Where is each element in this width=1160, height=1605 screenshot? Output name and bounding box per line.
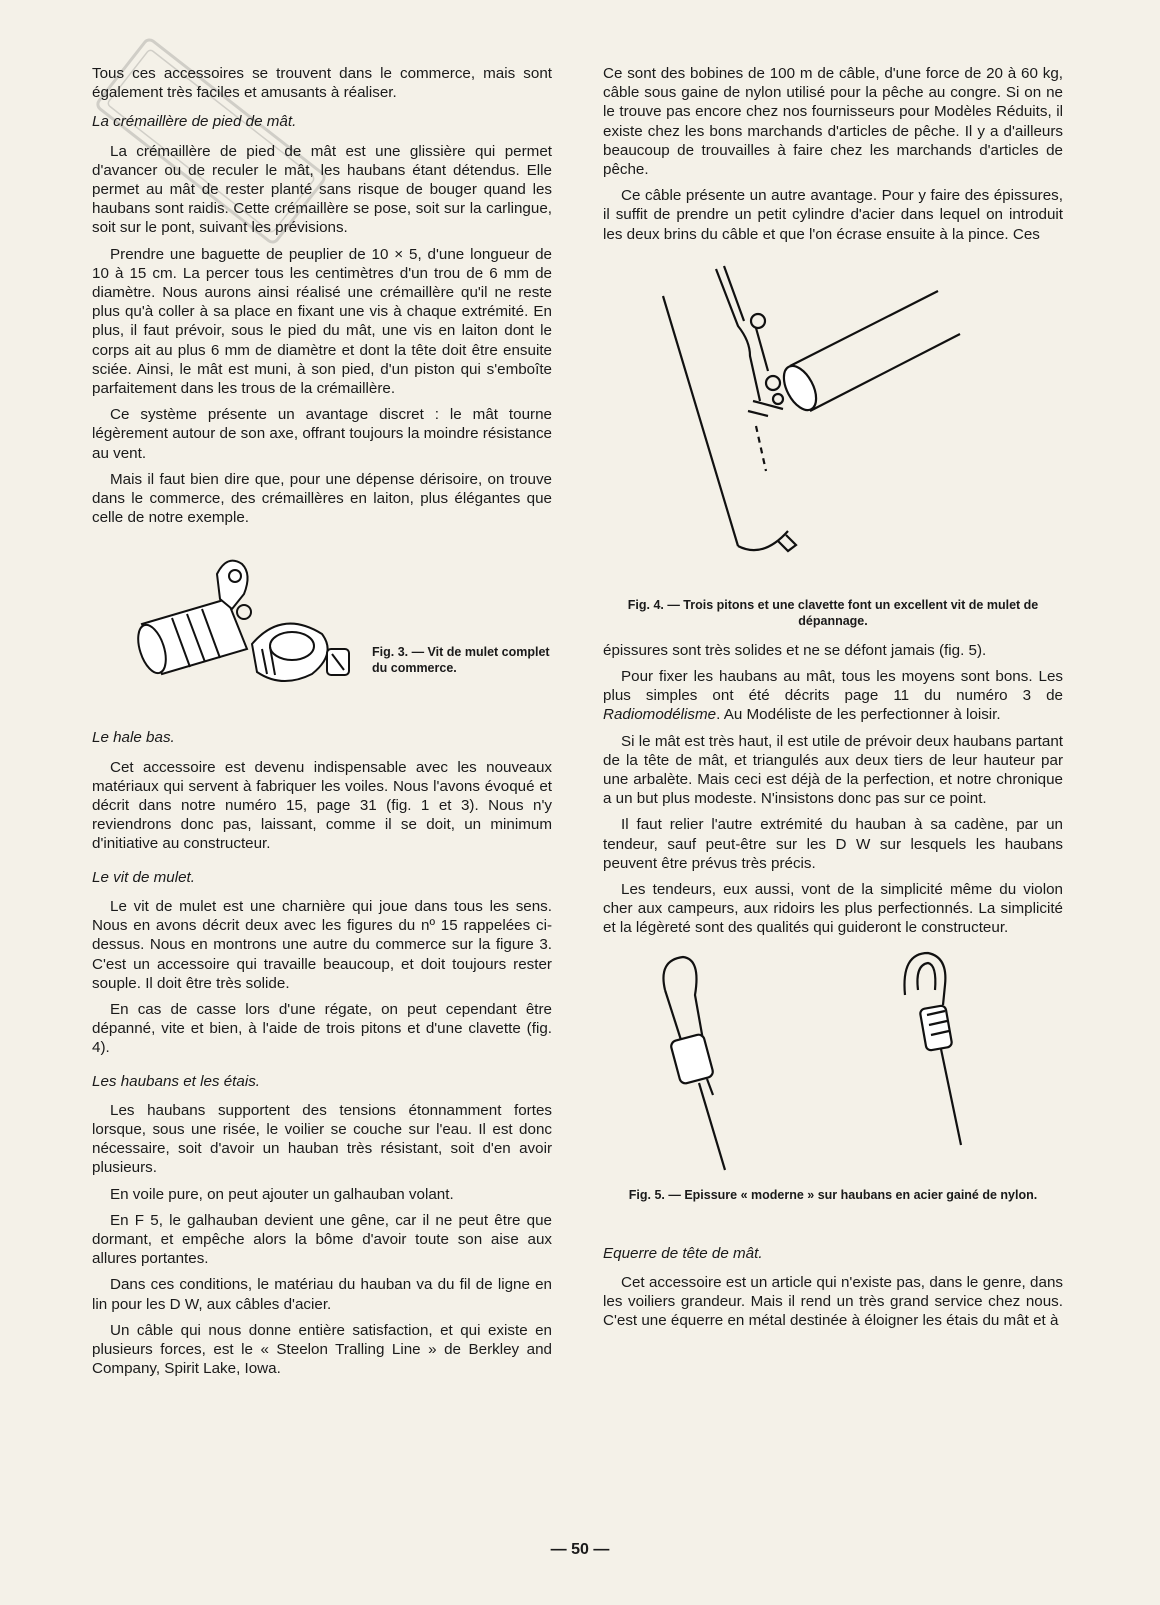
paragraph: En F 5, le galhauban devient une gêne, car il ne peut être que dormant, et empêche alors la bôme d'avoir toute son aise aux allures portantes. bbox=[92, 1211, 552, 1268]
left-column bbox=[92, 64, 552, 1385]
figure-3 bbox=[92, 534, 552, 714]
figure-4 bbox=[603, 251, 1063, 641]
paragraph: La crémaillère de pied de mât est une glissière qui permet d'avancer ou de reculer le mât, les haubans étant détendus. Elle permet au mât de rester planté sans risque de bouger quand les haubans sont raidis. Cette crémaillère se pose, soit sur la carlingue, soit sur le pont, suivant les prévisions. bbox=[92, 142, 552, 237]
figure-4-caption: Fig. 4. — Trois pitons et une clavette font un excellent vit de mulet de dépannage. bbox=[627, 597, 1039, 628]
paragraph: Les haubans supportent des tensions étonnamment fortes lorsque, sous une risée, le voilier se couche sur l'eau. Il est donc nécessaire, soit d'avoir un hauban très résistant, soit d'en avoir plusieurs. bbox=[92, 1101, 552, 1177]
paragraph: Les tendeurs, eux aussi, vont de la simplicité même du violon cher aux campeurs, aux ridoirs les plus perfectionnés. La simplicité et la légèreté sont des qualités qui guideront le constructeur. bbox=[603, 881, 1063, 937]
figure-5-illustration bbox=[643, 945, 1023, 1180]
paragraph: Un câble qui nous donne entière satisfaction, et qui existe en plusieurs forces, est le « Steelon Tralling Line » de Berkley and Company, Spirit Lake, Iowa. bbox=[92, 1321, 552, 1378]
text-run: . Au Modéliste de les perfectionner à loisir. bbox=[716, 706, 1001, 724]
section-heading: Equerre de tête de mât. bbox=[603, 1244, 763, 1262]
figure-3-illustration bbox=[132, 554, 372, 694]
paragraph: Ce câble présente un autre avantage. Pour y faire des épissures, il suffit de prendre un petit cylindre d'acier dans lequel on introduit les deux brins du câble et que l'on écrase ensuite à la pince. Ces bbox=[603, 187, 1063, 243]
paragraph: épissures sont très solides et ne se défont jamais (fig. 5). bbox=[603, 641, 987, 659]
paragraph: Si le mât est très haut, il est utile de prévoir deux haubans partant de la tête de mât, et triangulés aux deux tiers de leur hauteur par une arbalète. Mais ceci est déjà de la perfection, et notre chronique a un but plus modeste. N'insistons donc pas sur ce point. bbox=[603, 732, 1063, 808]
paragraph: Il faut relier l'autre extrémité du hauban à sa cadène, par un tendeur, sauf peut-être sur les D W sur lesquels les haubans peuvent être prévus très précis. bbox=[603, 816, 1063, 872]
paragraph: Prendre une baguette de peuplier de 10 × 5, d'une longueur de 10 à 15 cm. La percer tous les centimètres d'un trou de 6 mm de diamètre. Nous aurons ainsi réalisé une crémaillère qu'il ne reste plus qu'à coller à sa place en fixant une vis à chaque extrémité. En plus, il faut prévoir, sous le pied du mât, une vis en laiton dont le corps ait au plus 6 mm de diamètre et dont la tête doit être ensuite sciée. Ainsi, le mât est muni, à son pied, d'un piston qui s'emboîte parfaitement dans les trous de la crémaillère. bbox=[92, 245, 552, 398]
paragraph: Mais il faut bien dire que, pour une dépense dérisoire, on trouve dans le commerce, des crémaillères en laiton, plus élégantes que celle de notre exemple. bbox=[92, 470, 552, 527]
paragraph: Cet accessoire est devenu indispensable avec les nouveaux matériaux qui servent à fabriquer les voiles. Nous l'avons évoqué et décrit dans notre numéro 15, page 31 (fig. 1 et 3). Nous n'y reviendrons donc pas, laissant, comme il se doit, un minimum d'initiative au constructeur. bbox=[92, 758, 552, 853]
figure-4-illustration bbox=[658, 261, 988, 581]
paragraph: Le vit de mulet est une charnière qui joue dans tous les sens. Nous en avons décrit deux avec les figures du nº 15 rappelées ci-dessus. Nous en montrons une autre du commerce sur la figure 3. C'est un accessoire qui travaille beaucoup, et doit toujours rester souple. Il doit être très solide. bbox=[92, 897, 552, 992]
paragraph: En cas de casse lors d'une régate, on peut cependant être dépanné, vite et bien, à l'aide de trois pitons et d'une clavette (fig. 4). bbox=[92, 1000, 552, 1057]
text-run: Pour fixer les haubans au mât, tous les moyens sont bons. Les plus simples ont été décrits page 11 du numéro 3 de bbox=[603, 668, 1063, 705]
paragraph: Ce sont des bobines de 100 m de câble, d'une force de 20 à 60 kg, câble sous gaine de nylon utilisé pour la pêche au congre. Si on ne le trouve pas encore chez nos fournisseurs pour Modèles Réduits, il existe chez les bons marchands d'articles de pêche. Il y a d'ailleurs beaucoup de trouvailles à faire chez les marchands d'articles de pêche. bbox=[603, 65, 1063, 179]
section-heading: Le hale bas. bbox=[92, 729, 175, 747]
paragraph: Dans ces conditions, le matériau du hauban va du fil de ligne en lin pour les D W, aux câbles d'acier. bbox=[92, 1276, 552, 1313]
figure-5-caption: Fig. 5. — Epissure « moderne » sur haubans en acier gainé de nylon. bbox=[628, 1187, 1038, 1202]
paragraph: Cet accessoire est un article qui n'existe pas, dans le genre, dans les voiliers grandeur. Mais il rend un très grand service chez nous. C'est une équerre en métal destinée à éloigner les étais du mât et à bbox=[603, 1273, 1063, 1330]
section-heading: Le vit de mulet. bbox=[92, 868, 195, 886]
paragraph bbox=[603, 667, 1063, 725]
figure-3-caption: Fig. 3. — Vit de mulet complet du commerce. bbox=[372, 645, 550, 676]
figure-5 bbox=[603, 945, 1063, 1230]
right-column bbox=[603, 64, 1063, 1337]
magazine-title: Radiomodélisme bbox=[603, 706, 717, 724]
page-number: — 50 — bbox=[550, 1541, 610, 1558]
paragraph: En voile pure, on peut ajouter un galhauban volant. bbox=[110, 1185, 454, 1203]
paragraph: Tous ces accessoires se trouvent dans le commerce, mais sont également très faciles et amusants à réaliser. bbox=[92, 65, 552, 102]
section-heading: Les haubans et les étais. bbox=[92, 1072, 261, 1090]
paragraph: Ce système présente un avantage discret : le mât tourne légèrement autour de son axe, offrant toujours la moindre résistance au vent. bbox=[92, 406, 552, 462]
section-heading: La crémaillère de pied de mât. bbox=[92, 113, 297, 131]
